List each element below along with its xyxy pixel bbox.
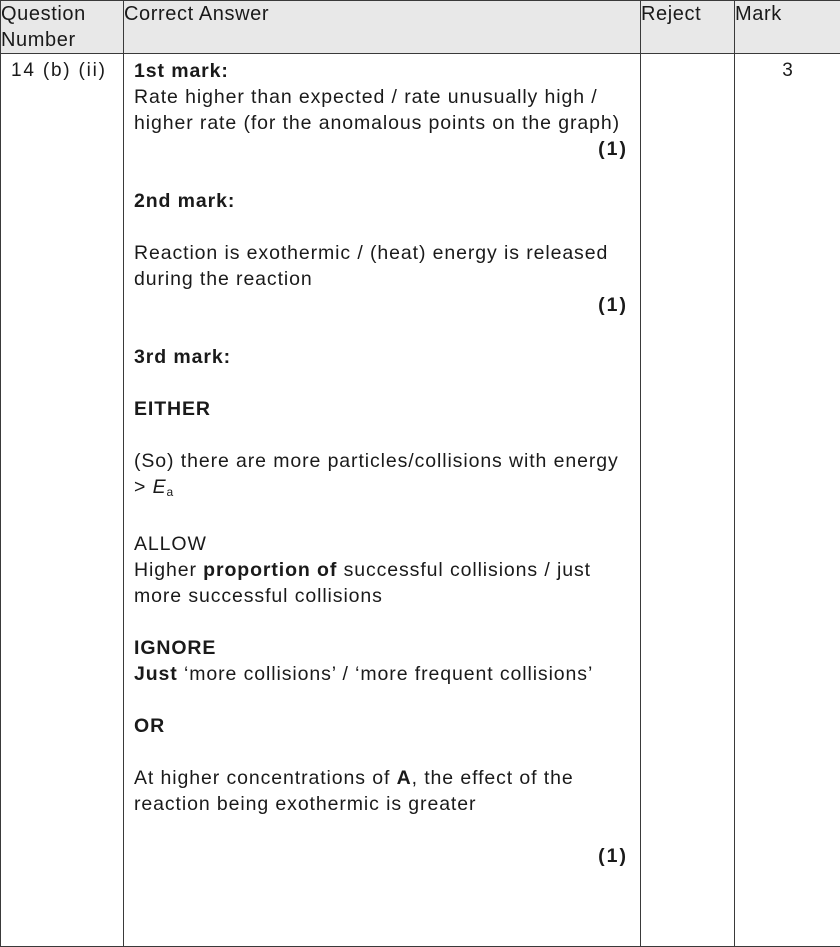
allow-text: Higher proportion of successful collisions / just more successful collisions: [134, 559, 591, 607]
header-mark: Mark: [735, 1, 840, 54]
mark3-heading: 3rd mark:: [134, 346, 231, 368]
mark1-award: (1): [598, 138, 628, 160]
correct-answer-cell: [124, 54, 641, 947]
or-text: At higher concentrations of A, the effect of the reaction being exothermic is greater: [134, 767, 574, 815]
header-row: [1, 1, 840, 54]
mark2-award: (1): [598, 294, 628, 316]
mark2-heading: 2nd mark:: [134, 190, 236, 212]
or-label: OR: [134, 715, 166, 737]
activation-energy-symbol: E: [152, 476, 167, 498]
mark2-text: Reaction is exothermic / (heat) energy is released during the reaction: [134, 242, 609, 290]
mark1-text: Rate higher than expected / rate unusually high / higher rate (for the anomalous points on the graph): [134, 86, 621, 134]
question-number-cell: 14 (b) (ii): [1, 54, 124, 947]
either-text: (So) there are more particles/collisions with energy > $E_a$: [134, 450, 619, 499]
mark3-award: (1): [598, 845, 628, 867]
either-label: EITHER: [134, 398, 211, 420]
header-question-number: Question Number: [1, 1, 124, 54]
allow-label: ALLOW: [134, 533, 207, 555]
reject-cell: [641, 54, 735, 947]
ignore-text: Just ‘more collisions’ / ‘more frequent collisions’: [134, 663, 594, 685]
mark1-heading: 1st mark:: [134, 60, 229, 82]
header-correct-answer: Correct Answer: [124, 1, 641, 54]
answer-row: [1, 54, 840, 947]
header-reject: Reject: [641, 1, 735, 54]
mark-cell: 3: [735, 54, 840, 947]
ignore-label: IGNORE: [134, 637, 217, 659]
